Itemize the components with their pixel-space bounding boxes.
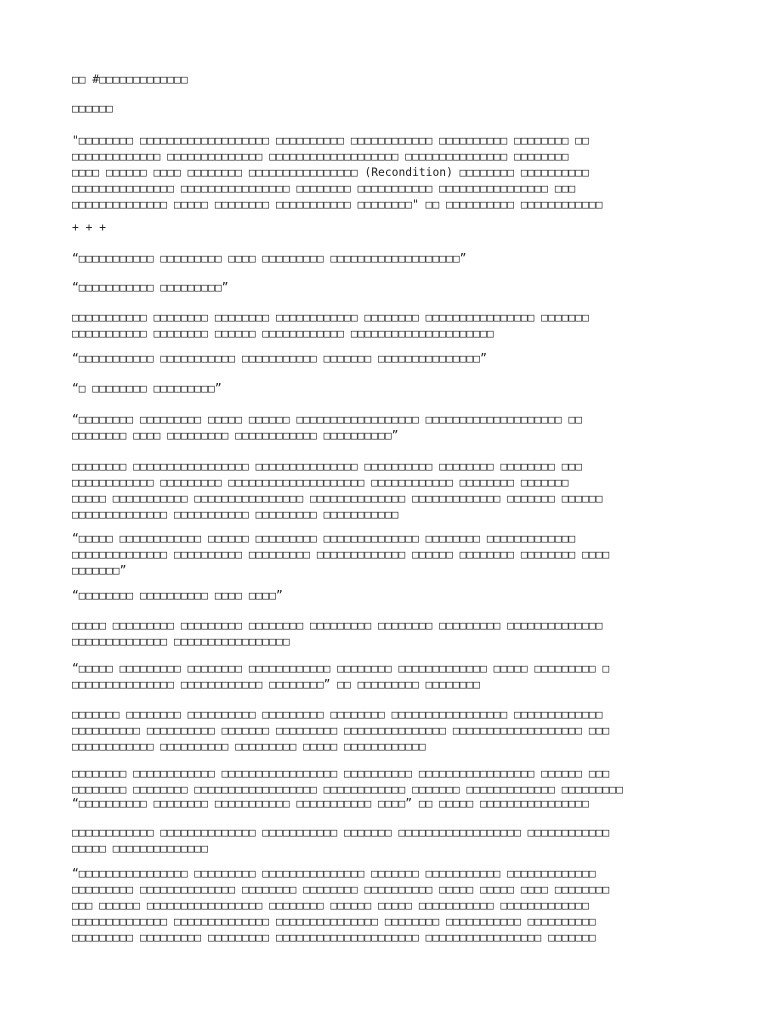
text-line: “□□□□□ □□□□□□□□□□□□ □□□□□□ □□□□□□□□□ □□□□□□□□□□□□□□ □□□□□□□□ □□□□□□□□□□□□□ — [72, 532, 576, 545]
text-line: “□□□□□□□□□□□□□□□□ □□□□□□□□□ □□□□□□□□□□□□□□□ □□□□□□□ □□□□□□□□□□□ □□□□□□□□□□□□□ — [72, 867, 596, 880]
text-line: "□□□□□□□□ □□□□□□□□□□□□□□□□□□□ □□□□□□□□□□ □□□□□□□□□□□□ □□□□□□□□□□ □□□□□□□□ □□ — [72, 134, 589, 147]
text-line: “□□□□□□□□□□□ □□□□□□□□□ □□□□ □□□□□□□□□ □□□□□□□□□□□□□□□□□□□” — [72, 252, 467, 265]
heading-line: □□ #□□□□□□□□□□□□□ — [72, 73, 188, 86]
text-line: □□□□□□□ □□□□□□□□ □□□□□□□□□□ □□□□□□□□□ □□□□□□□□ □□□□□□□□□□□□□□□□□ □□□□□□□□□□□□□ — [72, 708, 603, 721]
text-line: □□□□□ □□□□□□□□□□□ □□□□□□□□□□□□□□□□ □□□□□□□□□□□□□□ □□□□□□□□□□□□□ □□□□□□□ □□□□□□ — [72, 492, 603, 505]
text-line: “□□□□□□□□□□□ □□□□□□□□□□□ □□□□□□□□□□□ □□□□□□□ □□□□□□□□□□□□□□□” — [72, 352, 487, 365]
text-line: □□□□□□□□□ □□□□□□□□□□□□□□ □□□□□□□□ □□□□□□□□ □□□□□□□□□□ □□□□□ □□□□□ □□□□ □□□□□□□□ — [72, 883, 610, 896]
text-line: □□□□□□□□□□□□□ □□□□□□□□□□□□□□ □□□□□□□□□□□□□□□□□□□ □□□□□□□□□□□□□□□ □□□□□□□□ — [72, 150, 569, 163]
text-line: “□□□□□□□□□□ □□□□□□□□ □□□□□□□□□□□ □□□□□□□□□□□ □□□□” □□ □□□□□ □□□□□□□□□□□□□□□□ — [72, 797, 589, 810]
subheading-line: □□□□□□ — [72, 102, 113, 115]
text-line: “□□□□□□□□ □□□□□□□□□ □□□□□ □□□□□□ □□□□□□□□□□□□□□□□□□ □□□□□□□□□□□□□□□□□□□□ □□ — [72, 413, 583, 426]
text-line: □□□□□□□□□□□ □□□□□□□□ □□□□□□ □□□□□□□□□□□□ □□□□□□□□□□□□□□□□□□□□□ — [72, 327, 494, 340]
section-separator: + + + — [72, 221, 107, 234]
text-line: □□□□□□□□□□□□□□ □□□□□□□□□□□□□□□□□ — [72, 635, 290, 648]
text-line: □□□□□□□□ □□□□ □□□□□□□□□ □□□□□□□□□□□□ □□□□□□□□□□” — [72, 429, 399, 442]
text-line: “□□□□□□□□ □□□□□□□□□□ □□□□ □□□□” — [72, 589, 283, 602]
text-line: □□□□□□□□□□□□□□□ □□□□□□□□□□□□ □□□□□□□□” □□ □□□□□□□□□ □□□□□□□□ — [72, 678, 481, 691]
text-line: □□□□□□□□ □□□□□□□□□□□□ □□□□□□□□□□□□□□□□□ □□□□□□□□□□ □□□□□□□□□□□□□□□□□ □□□□□□ □□□ — [72, 767, 610, 780]
text-line: □□□□□ □□□□□□□□□□□□□□ — [72, 842, 209, 855]
text-line: □□□□□□□□□□□□□□ □□□□□ □□□□□□□□ □□□□□□□□□□□ □□□□□□□□" □□ □□□□□□□□□□ □□□□□□□□□□□□ — [72, 198, 603, 211]
text-line: □□□□□□□□□□□ □□□□□□□□ □□□□□□□□ □□□□□□□□□□□□ □□□□□□□□ □□□□□□□□□□□□□□□□ □□□□□□□ — [72, 311, 589, 324]
text-line: □□□□□□□□□□ □□□□□□□□□□ □□□□□□□ □□□□□□□□□ □□□□□□□□□□□□□□□ □□□□□□□□□□□□□□□□□□□ □□□ — [72, 724, 610, 737]
text-line: □□□□□□□□□□□□□□□ □□□□□□□□□□□□□□□□ □□□□□□□□ □□□□□□□□□□□ □□□□□□□□□□□□□□□□ □□□ — [72, 182, 576, 195]
text-line: □□□□□□□□□□□□ □□□□□□□□□□□□□□ □□□□□□□□□□□ □□□□□□□ □□□□□□□□□□□□□□□□□□ □□□□□□□□□□□□ — [72, 826, 610, 839]
text-line: □□□□□□□□□ □□□□□□□□□ □□□□□□□□□ □□□□□□□□□□□□□□□□□□□□□ □□□□□□□□□□□□□□□□□ □□□□□□□ — [72, 931, 596, 944]
text-line: “□ □□□□□□□□ □□□□□□□□□” — [72, 382, 222, 395]
text-line: □□□□□□□□□□□□□□ □□□□□□□□□□ □□□□□□□□□ □□□□□□□□□□□□□ □□□□□□ □□□□□□□□ □□□□□□□□ □□□□ — [72, 548, 610, 561]
text-line: □□□□□□□□□□□□ □□□□□□□□□ □□□□□□□□□□□□□□□□□□□□ □□□□□□□□□□□□ □□□□□□□□ □□□□□□□ — [72, 476, 569, 489]
text-line: “□□□□□□□□□□□ □□□□□□□□□” — [72, 281, 229, 294]
text-line: □□□□□ □□□□□□□□□ □□□□□□□□□ □□□□□□□□ □□□□□□□□□ □□□□□□□□ □□□□□□□□□ □□□□□□□□□□□□□□ — [72, 619, 603, 632]
text-line: “□□□□□ □□□□□□□□□ □□□□□□□□ □□□□□□□□□□□□ □□□□□□□□ □□□□□□□□□□□□□ □□□□□ □□□□□□□□□ □ — [72, 662, 610, 675]
text-line: □□□□□□□□□□□□ □□□□□□□□□□ □□□□□□□□□ □□□□□ □□□□□□□□□□□□ — [72, 740, 426, 753]
text-line: □□□□□□□□ □□□□□□□□□□□□□□□□□ □□□□□□□□□□□□□□□ □□□□□□□□□□ □□□□□□□□ □□□□□□□□ □□□ — [72, 460, 583, 473]
text-line: □□□□□□□□□□□□□□ □□□□□□□□□□□ □□□□□□□□□ □□□□□□□□□□□ — [72, 508, 399, 521]
text-line: □□□□□□□□□□□□□□ □□□□□□□□□□□□□□ □□□□□□□□□□□□□□□ □□□□□□□□ □□□□□□□□□□□ □□□□□□□□□□ — [72, 915, 596, 928]
text-line: □□□□ □□□□□□ □□□□ □□□□□□□□ □□□□□□□□□□□□□□□□ (Recondition) □□□□□□□□ □□□□□□□□□□ — [72, 166, 589, 179]
text-line: □□□□□□□□ □□□□□□□□ □□□□□□□□□□□□□□□□□□ □□□□□□□□□□□□ □□□□□□□ □□□□□□□□□□□□□ □□□□□□□□□ — [72, 783, 623, 796]
text-line: □□□ □□□□□□ □□□□□□□□□□□□□□□□□ □□□□□□□□ □□□□□□ □□□□□ □□□□□□□□□□□ □□□□□□□□□□□□□ — [72, 899, 589, 912]
text-line: □□□□□□□” — [72, 564, 127, 577]
